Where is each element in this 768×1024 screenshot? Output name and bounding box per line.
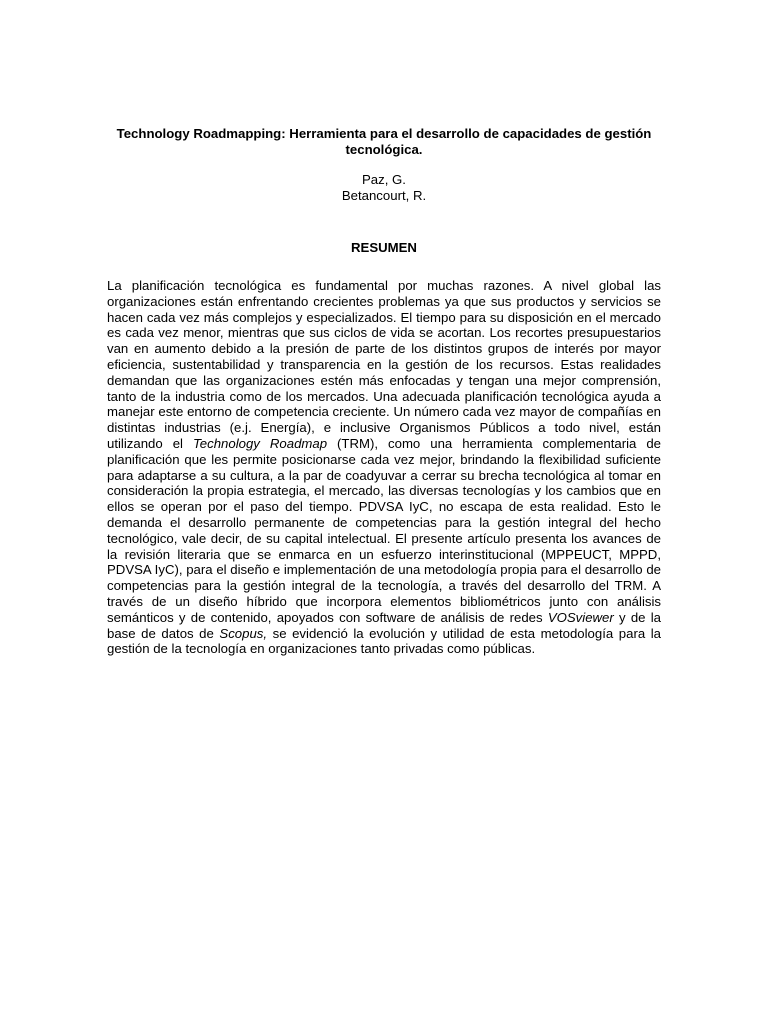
technology-roadmap-term: Technology Roadmap (192, 435, 328, 451)
abstract-text: La planificación tecnológica es fundamental por muchas razones. A nivel global las organizaciones están enfrentando crecientes problemas ya que sus productos y servicios se hacen cada vez más complejos y especializados. El tiempo para su disposición en el mercado es cada vez menor, mientras que sus ciclos de vida se acortan. Los recortes presupuestarios van en aumento debido a la presión de parte de los distintos grupos de interés por mayor eficiencia, sustentabilidad y transparencia en la gestión de los recursos. Estas realidades demandan que las organizaciones estén más enfocadas y tengan una mejor comprensión, tanto de la industria como de los mercados. Una adecuada planificación tecnológica ayuda a manejar este entorno de competencia creciente. Un número cada vez mayor de compañías en distintas industrias (e.j. Energía), e inclusive Organismos Públicos a todo nivel, están utilizando el (107, 278, 661, 451)
abstract-text: (TRM), como una herramienta complementaria de planificación que les permite posicionarse cada vez mejor, brindando la flexibilidad suficiente para adaptarse a su cultura, a la par de coadyuvar a cerrar su brecha tecnológica al tomar en consideración la propia estrategia, el mercado, las diversas tecnologías y los cambios que en ellos se operan por el paso del tiempo. PDVSA IyC, no escapa de esta realidad. Esto le demanda el desarrollo permanente de competencias para la gestión integral del hecho tecnológico, vale decir, de su capital intelectual. El presente artículo presenta los avances de la revisión literaria que se enmarca en un esfuerzo interinstitucional (MPPEUCT, MPPD, PDVSA IyC), para el diseño e implementación de una metodología propia para el desarrollo de competencias para la gestión integral de la tecnología, a través del desarrollo del TRM. A través de un diseño híbrido que incorpora elementos bibliométricos junto con análisis semánticos y de contenido, apoyados con software de análisis de redes (107, 435, 662, 625)
abstract-text: se evidenció la evolución y utilidad de esta metodología para la gestión de la tecnología en organizaciones tanto privadas como públicas. (107, 625, 661, 657)
vosviewer-term: VOSviewer (547, 609, 614, 625)
author-name: Betancourt, R. (341, 188, 427, 203)
author-name: Paz, G. (362, 172, 406, 187)
abstract-paragraph (107, 278, 661, 657)
abstract-text: y de la base de datos de (107, 609, 661, 641)
author-list (100, 172, 668, 204)
paper-title: Technology Roadmapping: Herramienta para el desarrollo de capacidades de gestión tecnológica. (116, 126, 652, 157)
scopus-term: Scopus, (219, 625, 268, 641)
section-heading: RESUMEN (351, 240, 417, 255)
